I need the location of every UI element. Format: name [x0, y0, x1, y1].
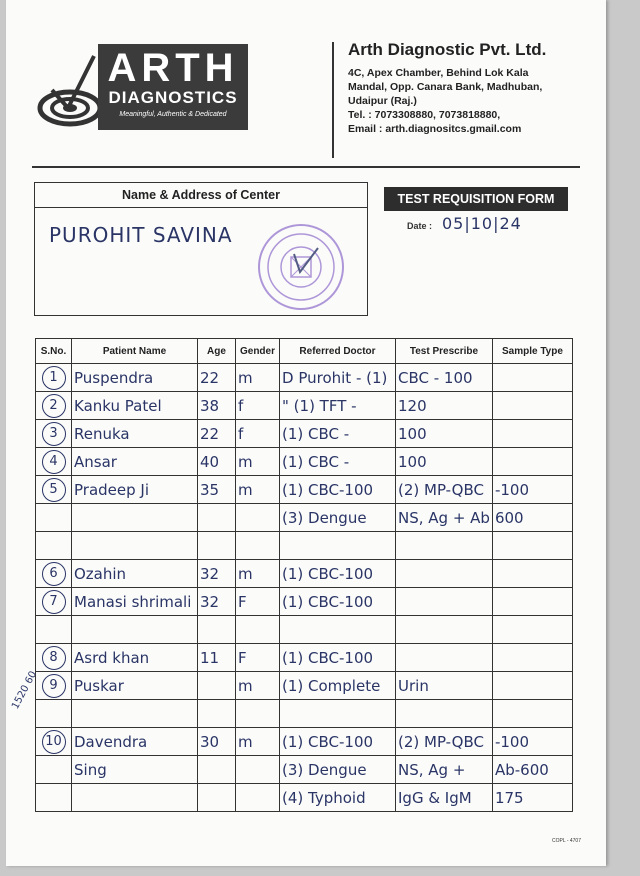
- cell-gender: [236, 756, 280, 784]
- cell-gender: [236, 700, 280, 728]
- address-line-2: Mandal, Opp. Canara Bank, Madhuban,: [348, 81, 543, 93]
- requisition-form-sheet: [6, 0, 606, 866]
- cell-age: 40: [198, 448, 236, 476]
- cell-test: Urin: [396, 672, 493, 700]
- header-divider: [332, 42, 334, 158]
- cell-sno: [36, 560, 72, 588]
- cell-sno: [36, 644, 72, 672]
- cell-gender: m: [236, 476, 280, 504]
- cell-test: [396, 588, 493, 616]
- cell-test: 100: [396, 448, 493, 476]
- cell-gender: [236, 504, 280, 532]
- table-body: [36, 364, 573, 812]
- cell-name: [72, 616, 198, 644]
- cell-doctor: (1) CBC-100: [280, 644, 396, 672]
- cell-doctor: " (1) TFT -: [280, 392, 396, 420]
- table-row: [36, 420, 573, 448]
- cell-name: Puskar: [72, 672, 198, 700]
- cell-test: [396, 560, 493, 588]
- cell-sample: [492, 644, 572, 672]
- hospital-stamp: [258, 224, 344, 310]
- cell-sample: [492, 588, 572, 616]
- serial-number-circle: 1: [42, 366, 66, 390]
- cell-age: [198, 700, 236, 728]
- cell-sample: [492, 364, 572, 392]
- cell-age: [198, 756, 236, 784]
- cell-sample: [492, 420, 572, 448]
- cell-doctor: (1) CBC -: [280, 420, 396, 448]
- cell-sno: [36, 420, 72, 448]
- target-check-icon: [32, 50, 102, 130]
- patient-table: [35, 338, 573, 812]
- cell-name: [72, 700, 198, 728]
- cell-test: [396, 616, 493, 644]
- table-row: [36, 588, 573, 616]
- cell-doctor: (3) Dengue: [280, 504, 396, 532]
- cell-doctor: [280, 700, 396, 728]
- table-row: [36, 504, 573, 532]
- logo-brand: ARTH: [107, 46, 239, 90]
- cell-sno: [36, 588, 72, 616]
- cell-name: [72, 504, 198, 532]
- cell-doctor: (1) CBC -: [280, 448, 396, 476]
- col-header-sno: S.No.: [36, 339, 72, 364]
- footer-code: COPL - 4707: [552, 838, 581, 844]
- cell-sample: -100: [492, 728, 572, 756]
- cell-doctor: (1) CBC-100: [280, 560, 396, 588]
- cell-age: 32: [198, 560, 236, 588]
- cell-sno: [36, 700, 72, 728]
- cell-age: [198, 784, 236, 812]
- serial-number-circle: 4: [42, 450, 66, 474]
- cell-test: (2) MP-QBC: [396, 728, 493, 756]
- cell-sno: [36, 784, 72, 812]
- cell-doctor: D Purohit - (1): [280, 364, 396, 392]
- table-row: [36, 560, 573, 588]
- cell-sample: 175: [492, 784, 572, 812]
- table-row: [36, 532, 573, 560]
- cell-gender: m: [236, 448, 280, 476]
- address-line-1: 4C, Apex Chamber, Behind Lok Kala: [348, 67, 529, 79]
- cell-gender: m: [236, 728, 280, 756]
- company-info: [348, 40, 598, 136]
- company-email: Email : arth.diagnositcs.gmail.com: [348, 123, 522, 135]
- col-header-patient-name: Patient Name: [72, 339, 198, 364]
- cell-name: Sing: [72, 756, 198, 784]
- serial-number-circle: 2: [42, 394, 66, 418]
- col-header-age: Age: [198, 339, 236, 364]
- logo-sub: DIAGNOSTICS: [108, 88, 238, 107]
- cell-sample: Ab-600: [492, 756, 572, 784]
- cell-doctor: (1) Complete: [280, 672, 396, 700]
- cell-doctor: (4) Typhoid: [280, 784, 396, 812]
- cell-gender: [236, 784, 280, 812]
- serial-number-circle: 8: [42, 646, 66, 670]
- table-row: [36, 672, 573, 700]
- cell-age: 32: [198, 588, 236, 616]
- cell-name: Renuka: [72, 420, 198, 448]
- cell-sno: [36, 532, 72, 560]
- col-header-test-prescribe: Test Prescribe: [396, 339, 493, 364]
- cell-name: Ansar: [72, 448, 198, 476]
- cell-test: NS, Ag +: [396, 756, 493, 784]
- cell-age: [198, 616, 236, 644]
- cell-name: Kanku Patel: [72, 392, 198, 420]
- cell-gender: m: [236, 560, 280, 588]
- col-header-sample-type: Sample Type: [492, 339, 572, 364]
- cell-age: 38: [198, 392, 236, 420]
- table-row: [36, 728, 573, 756]
- cell-gender: F: [236, 644, 280, 672]
- cell-test: IgG & IgM: [396, 784, 493, 812]
- arth-logo: [32, 44, 248, 134]
- cell-gender: F: [236, 588, 280, 616]
- serial-number-circle: 10: [42, 730, 66, 754]
- center-heading: Name & Address of Center: [35, 183, 367, 208]
- cell-name: Davendra: [72, 728, 198, 756]
- serial-number-circle: 5: [42, 478, 66, 502]
- cell-test: CBC - 100: [396, 364, 493, 392]
- table-row: [36, 784, 573, 812]
- center-name-value: PUROHIT SAVINA: [49, 223, 233, 247]
- table-row: [36, 756, 573, 784]
- cell-name: Ozahin: [72, 560, 198, 588]
- cell-name: Pradeep Ji: [72, 476, 198, 504]
- cell-doctor: (1) CBC-100: [280, 588, 396, 616]
- serial-number-circle: 3: [42, 422, 66, 446]
- cell-age: 22: [198, 364, 236, 392]
- cell-test: 120: [396, 392, 493, 420]
- company-tel: Tel. : 7073308880, 7073818880,: [348, 109, 501, 121]
- cell-doctor: [280, 532, 396, 560]
- col-header-referred-doctor: Referred Doctor: [280, 339, 396, 364]
- table-header-row: [36, 339, 573, 364]
- margin-note: 1520 60: [10, 669, 40, 712]
- cell-test: [396, 532, 493, 560]
- cell-doctor: (1) CBC-100: [280, 728, 396, 756]
- cell-gender: f: [236, 420, 280, 448]
- cell-sample: [492, 392, 572, 420]
- cell-age: 22: [198, 420, 236, 448]
- cell-test: 100: [396, 420, 493, 448]
- col-header-gender: Gender: [236, 339, 280, 364]
- header-rule: [32, 166, 580, 168]
- cell-gender: [236, 532, 280, 560]
- cell-name: Puspendra: [72, 364, 198, 392]
- cell-sample: [492, 448, 572, 476]
- cell-sno: [36, 672, 72, 700]
- serial-number-circle: 6: [42, 562, 66, 586]
- cell-test: NS, Ag + Ab: [396, 504, 493, 532]
- cell-name: [72, 532, 198, 560]
- cell-name: [72, 784, 198, 812]
- cell-doctor: (3) Dengue: [280, 756, 396, 784]
- table-row: [36, 616, 573, 644]
- table-row: [36, 448, 573, 476]
- cell-sample: [492, 560, 572, 588]
- cell-age: 35: [198, 476, 236, 504]
- table-row: [36, 700, 573, 728]
- cell-sno: [36, 392, 72, 420]
- cell-age: [198, 672, 236, 700]
- cell-gender: [236, 616, 280, 644]
- cell-doctor: [280, 616, 396, 644]
- cell-age: 30: [198, 728, 236, 756]
- cell-sample: [492, 672, 572, 700]
- cell-sno: [36, 364, 72, 392]
- cell-test: [396, 700, 493, 728]
- cell-age: 11: [198, 644, 236, 672]
- logo-box: [98, 44, 248, 130]
- cell-sample: [492, 532, 572, 560]
- date-value: 05|10|24: [442, 214, 522, 233]
- cell-doctor: (1) CBC-100: [280, 476, 396, 504]
- table-row: [36, 644, 573, 672]
- cell-test: (2) MP-QBC: [396, 476, 493, 504]
- cell-gender: m: [236, 364, 280, 392]
- date-label: Date :: [407, 221, 433, 231]
- serial-number-circle: 7: [42, 590, 66, 614]
- cell-sno: [36, 476, 72, 504]
- serial-number-circle: 9: [42, 674, 66, 698]
- table-row: [36, 392, 573, 420]
- cell-sno: [36, 756, 72, 784]
- cell-sno: [36, 616, 72, 644]
- cell-age: [198, 504, 236, 532]
- cell-sample: [492, 700, 572, 728]
- table-row: [36, 364, 573, 392]
- cell-name: Manasi shrimali: [72, 588, 198, 616]
- cell-gender: m: [236, 672, 280, 700]
- cell-test: [396, 644, 493, 672]
- logo-tagline: Meaningful, Authentic & Dedicated: [119, 111, 227, 118]
- cell-age: [198, 532, 236, 560]
- company-name: Arth Diagnostic Pvt. Ltd.: [348, 40, 547, 59]
- cell-sno: [36, 504, 72, 532]
- address-line-3: Udaipur (Raj.): [348, 95, 417, 107]
- cell-sample: 600: [492, 504, 572, 532]
- table-row: [36, 476, 573, 504]
- cell-gender: f: [236, 392, 280, 420]
- cell-name: Asrd khan: [72, 644, 198, 672]
- cell-sno: [36, 728, 72, 756]
- cell-sample: [492, 616, 572, 644]
- form-title: TEST REQUISITION FORM: [384, 187, 568, 211]
- cell-sample: -100: [492, 476, 572, 504]
- cell-sno: [36, 448, 72, 476]
